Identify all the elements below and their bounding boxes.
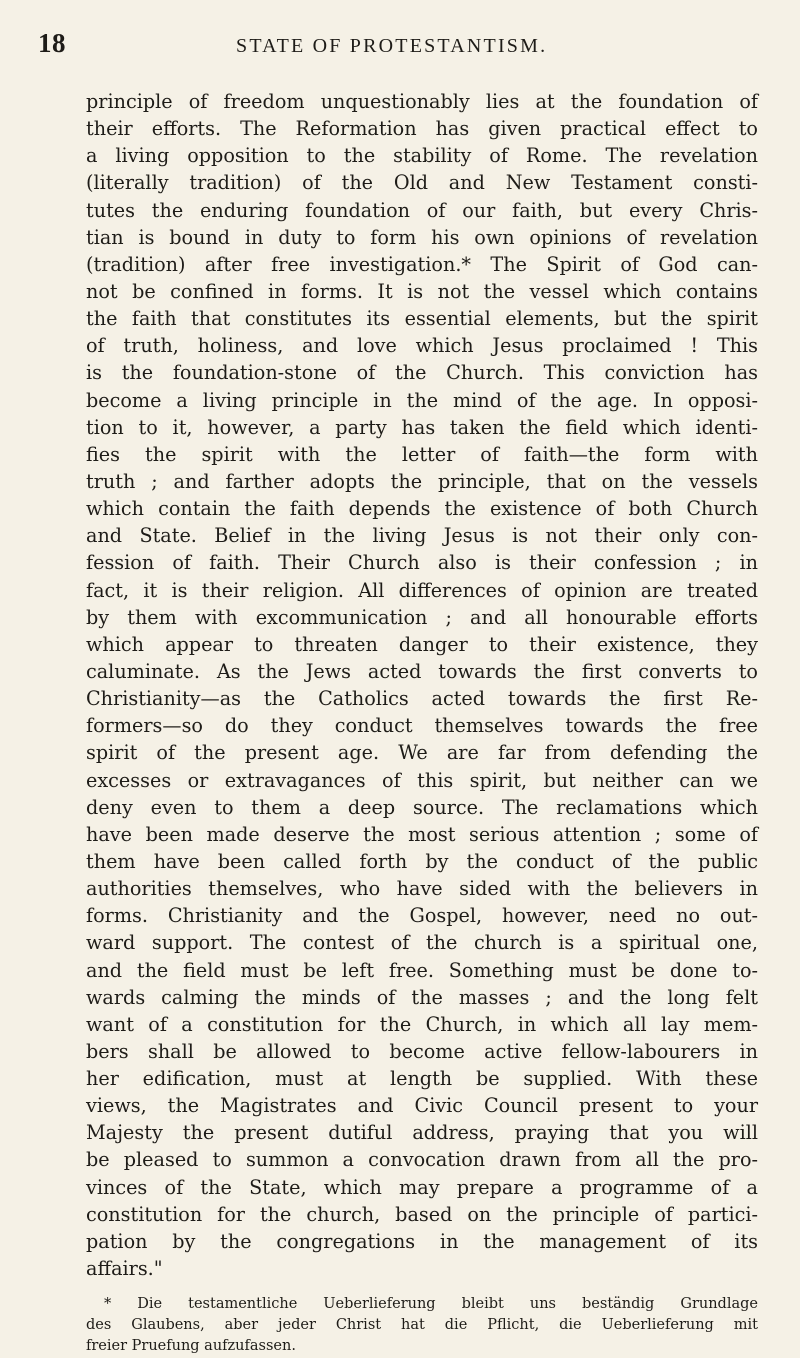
text-line: truth ; and farther adopts the principle, that on the vessels [86,469,758,493]
text-line: fession of faith. Their Church also is their confession ; in [86,551,758,575]
page-header [0,28,800,68]
text-line: her edification, must at length be supplied. With these [86,1067,758,1091]
page-number: 18 [38,28,66,58]
text-line: ward support. The contest of the church is a spiritual one, [86,931,758,955]
text-line: of truth, holiness, and love which Jesus proclaimed ! This [86,334,758,358]
text-line: bers shall be allowed to become active fellow-labourers in [86,1039,758,1063]
text-line: (tradition) after free investigation.* The Spirit of God can- [86,252,758,276]
text-line: be pleased to summon a convocation drawn from all the pro- [86,1148,758,1172]
text-line: constitution for the church, based on the principle of partici- [86,1202,758,1226]
text-line: tion to it, however, a party has taken the field which identi- [86,415,758,439]
footnote-line-last: freier Pruefung aufzufassen. [86,1338,296,1354]
text-line-last: affairs." [86,1257,163,1281]
text-line: fact, it is their religion. All differences of opinion are treated [86,578,758,602]
text-line: by them with excommunication ; and all honourable efforts [86,605,758,629]
text-line: wards calming the minds of the masses ; and the long felt [86,985,758,1009]
text-line: formers—so do they conduct themselves towards the free [86,714,758,738]
text-line: authorities themselves, who have sided with the believers in [86,877,758,901]
text-line: fies the spirit with the letter of faith—the form with [86,442,758,466]
text-line: tian is bound in duty to form his own opinions of revelation [86,225,758,249]
text-line: is the foundation-stone of the Church. This conviction has [86,361,758,385]
text-line: pation by the congregations in the management of its [86,1229,758,1253]
text-line: spirit of the present age. We are far from defending the [86,741,758,765]
text-line: not be confined in forms. It is not the vessel which contains [86,279,758,303]
body-text [86,88,758,1282]
footnote-line: des Glaubens, aber jeder Christ hat die Pflicht, die Ueberlieferung mit [86,1317,758,1333]
text-line: caluminate. As the Jews acted towards the first converts to [86,659,758,683]
text-line: views, the Magistrates and Civic Council present to your [86,1094,758,1118]
footnote-line: * Die testamentliche Ueberlieferung bleibt uns beständig Grundlage [104,1296,758,1312]
text-line: excesses or extravagances of this spirit, but neither can we [86,768,758,792]
text-line: them have been called forth by the conduct of the public [86,849,758,873]
text-line: vinces of the State, which may prepare a programme of a [86,1175,758,1199]
text-line: and State. Belief in the living Jesus is not their only con- [86,524,758,548]
text-line: a living opposition to the stability of Rome. The revelation [86,144,758,168]
text-line: have been made deserve the most serious attention ; some of [86,822,758,846]
text-line: tutes the enduring foundation of our faith, but every Chris- [86,198,758,222]
text-line: (literally tradition) of the Old and New Testament consti- [86,171,758,195]
text-line: forms. Christianity and the Gospel, however, need no out- [86,904,758,928]
text-line: want of a constitution for the Church, in which all lay mem- [86,1012,758,1036]
text-line: Majesty the present dutiful address, praying that you will [86,1121,758,1145]
text-line: which contain the faith depends the existence of both Church [86,497,758,521]
running-head: STATE OF PROTESTANTISM. [236,35,548,57]
text-line: Christianity—as the Catholics acted towards the first Re- [86,687,758,711]
footnote [86,1294,758,1357]
text-line: deny even to them a deep source. The reclamations which [86,795,758,819]
text-line: the faith that constitutes its essential elements, but the spirit [86,307,758,331]
text-line: which appear to threaten danger to their existence, they [86,632,758,656]
text-line: principle of freedom unquestionably lies at the foundation of [86,90,758,113]
text-line: become a living principle in the mind of the age. In opposi- [86,388,758,412]
text-line: and the field must be left free. Something must be done to- [86,958,758,982]
text-line: their efforts. The Reformation has given practical effect to [86,117,758,141]
